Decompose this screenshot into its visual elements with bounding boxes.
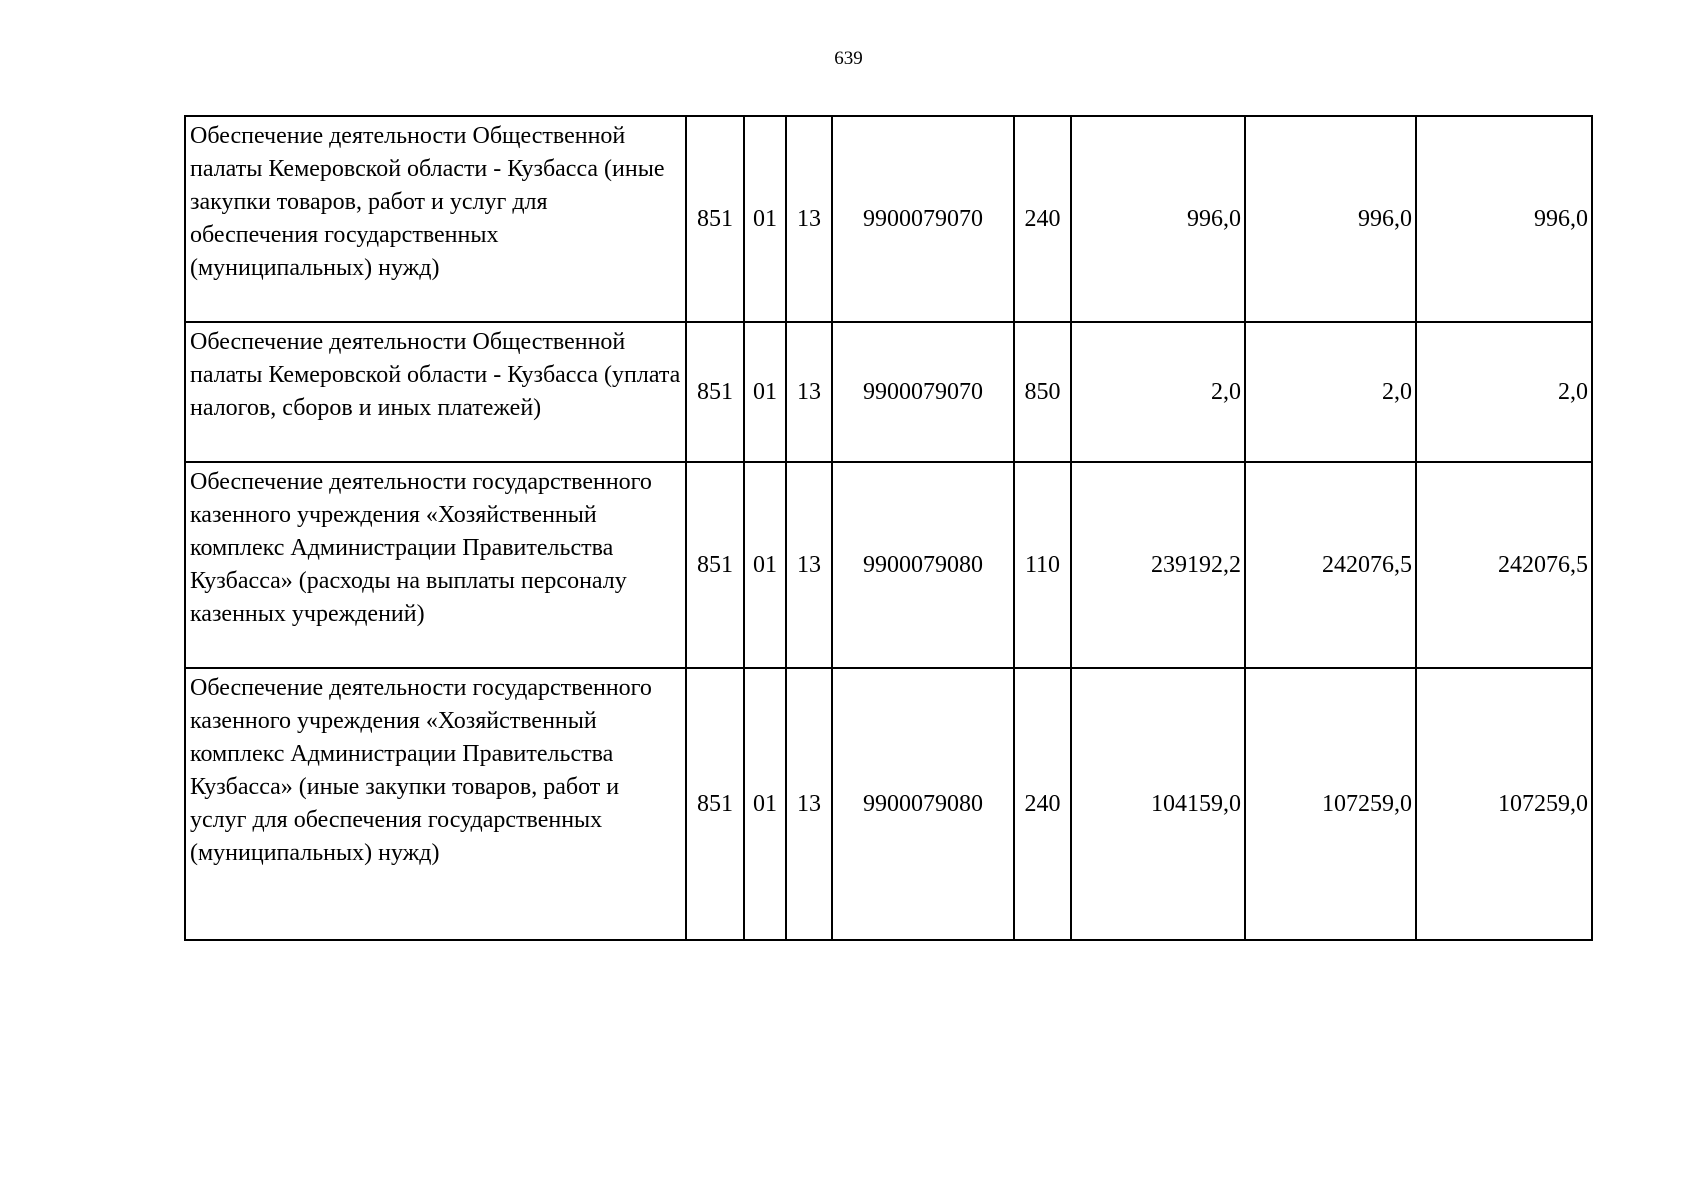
section-code: 01 (744, 116, 786, 322)
section-code: 01 (744, 462, 786, 668)
amount-year-3: 996,0 (1416, 116, 1592, 322)
target-article-code: 9900079080 (832, 668, 1014, 940)
amount-year-3: 242076,5 (1416, 462, 1592, 668)
table-row (185, 668, 1592, 940)
ministry-code: 851 (686, 462, 744, 668)
amount-year-1: 104159,0 (1071, 668, 1245, 940)
section-code: 01 (744, 668, 786, 940)
amount-year-2: 107259,0 (1245, 668, 1416, 940)
budget-table (184, 115, 1593, 941)
table-row (185, 322, 1592, 462)
expense-type-code: 850 (1014, 322, 1071, 462)
subsection-code: 13 (786, 116, 832, 322)
amount-year-1: 239192,2 (1071, 462, 1245, 668)
expense-type-code: 240 (1014, 668, 1071, 940)
subsection-code: 13 (786, 322, 832, 462)
amount-year-1: 996,0 (1071, 116, 1245, 322)
section-code: 01 (744, 322, 786, 462)
amount-year-1: 2,0 (1071, 322, 1245, 462)
target-article-code: 9900079070 (832, 116, 1014, 322)
amount-year-3: 2,0 (1416, 322, 1592, 462)
amount-year-2: 996,0 (1245, 116, 1416, 322)
row-description: Обеспечение деятельности государственного казенного учреждения «Хозяйственный комплекс Администрации Правительства Кузбасса» (иные закупки товаров, работ и услуг для обеспечения государственных (муниципальных) нужд) (185, 668, 686, 940)
subsection-code: 13 (786, 668, 832, 940)
row-description: Обеспечение деятельности Общественной палаты Кемеровской области - Кузбасса (уплата налогов, сборов и иных платежей) (185, 322, 686, 462)
ministry-code: 851 (686, 116, 744, 322)
amount-year-2: 242076,5 (1245, 462, 1416, 668)
expense-type-code: 110 (1014, 462, 1071, 668)
table-row (185, 116, 1592, 322)
row-description: Обеспечение деятельности Общественной палаты Кемеровской области - Кузбасса (иные закупки товаров, работ и услуг для обеспечения государственных (муниципальных) нужд) (185, 116, 686, 322)
amount-year-3: 107259,0 (1416, 668, 1592, 940)
target-article-code: 9900079070 (832, 322, 1014, 462)
target-article-code: 9900079080 (832, 462, 1014, 668)
table-row (185, 462, 1592, 668)
expense-type-code: 240 (1014, 116, 1071, 322)
ministry-code: 851 (686, 668, 744, 940)
row-description: Обеспечение деятельности государственного казенного учреждения «Хозяйственный комплекс Администрации Правительства Кузбасса» (расходы на выплаты персоналу казенных учреждений) (185, 462, 686, 668)
page-number: 639 (834, 48, 863, 69)
amount-year-2: 2,0 (1245, 322, 1416, 462)
ministry-code: 851 (686, 322, 744, 462)
subsection-code: 13 (786, 462, 832, 668)
